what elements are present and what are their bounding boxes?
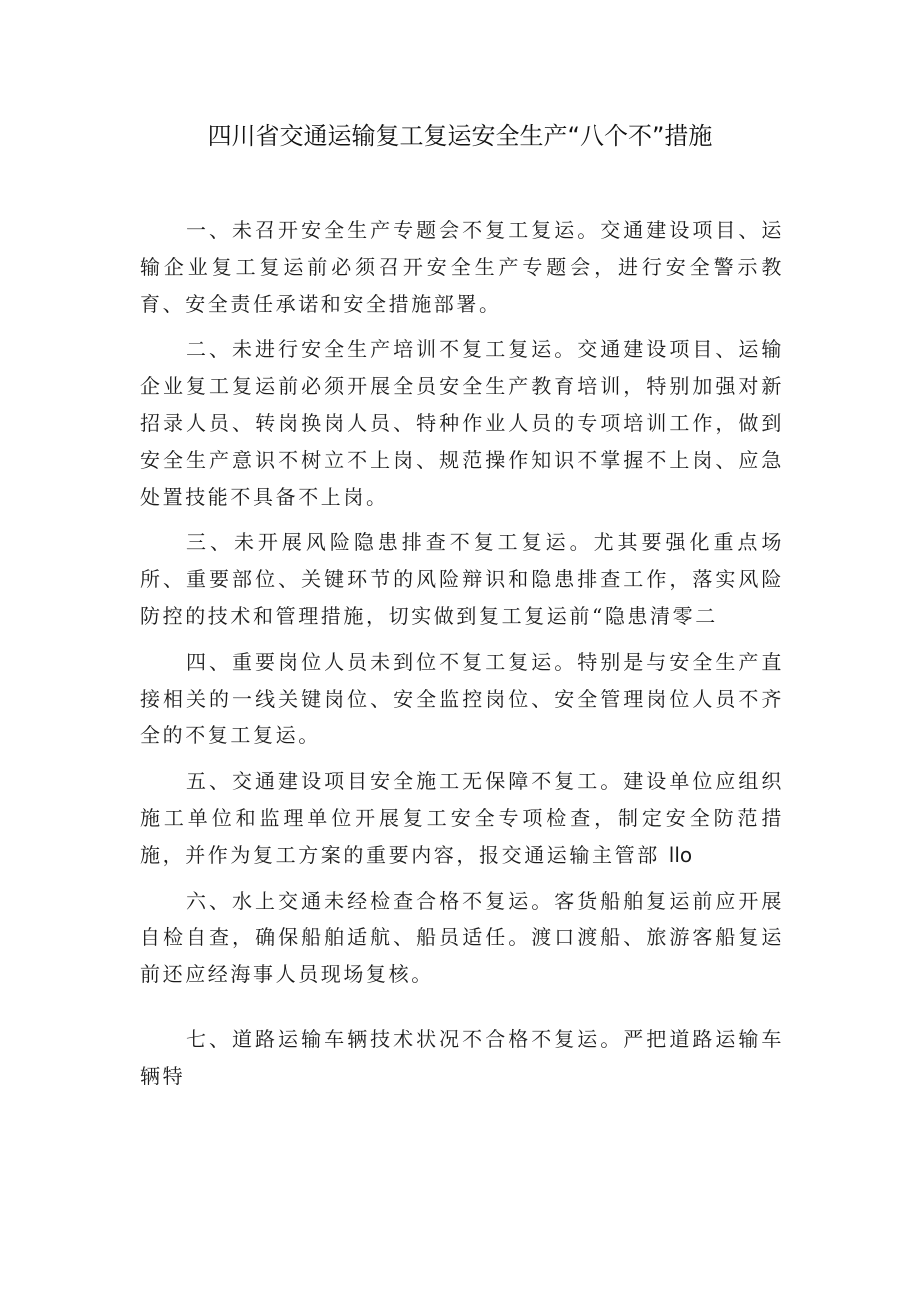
paragraph-1: 一、未召开安全生产专题会不复工复运。交通建设项目、运输企业复工复运前必须召开安全生产专题会，进行安全警示教育、安全责任承诺和安全措施部署。 (140, 218, 784, 316)
paragraph-4: 四、重要岗位人员未到位不复工复运。特别是与安全生产直接相关的一线关键岗位、安全监控岗位、安全管理岗位人员不齐全的不复工复运。 (140, 649, 784, 748)
paragraph-6: 六、水上交通未经检查合格不复运。客货船舶复运前应开展自检自查，确保船舶适航、船员适任。渡口渡船、旅游客船复运前还应经海事人员现场复核。 (140, 888, 784, 987)
document-body (140, 212, 784, 1104)
paragraph-5-ocr-fragment: llo (668, 842, 693, 867)
paragraph-5-text: 五、交通建设项目安全施工无保障不复工。建设单位应组织施工单位和监理单位开展复工安全专项检查，制定安全防范措施，并作为复工方案的重要内容，报交通运输主管部 (140, 769, 784, 867)
paragraph-7: 七、道路运输车辆技术状况不合格不复运。严把道路运输车辆特 (140, 1026, 784, 1088)
paragraph-2: 二、未进行安全生产培训不复工复运。交通建设项目、运输企业复工复运前必须开展全员安全生产教育培训，特别加强对新招录人员、转岗换岗人员、特种作业人员的专项培训工作，做到安全生产意识不树立不上岗、规范操作知识不掌握不上岗、应急处置技能不具备不上岗。 (140, 337, 784, 509)
document-title: 四川省交通运输复工复运安全生产“八个不”措施 (207, 122, 713, 150)
paragraph-3: 三、未开展风险隐患排查不复工复运。尤其要强化重点场所、重要部位、关键环节的风险辩识和隐患排查工作，落实风险防控的技术和管理措施，切实做到复工复运前“隐患清零二 (140, 530, 784, 628)
paragraph-5 (140, 763, 784, 873)
